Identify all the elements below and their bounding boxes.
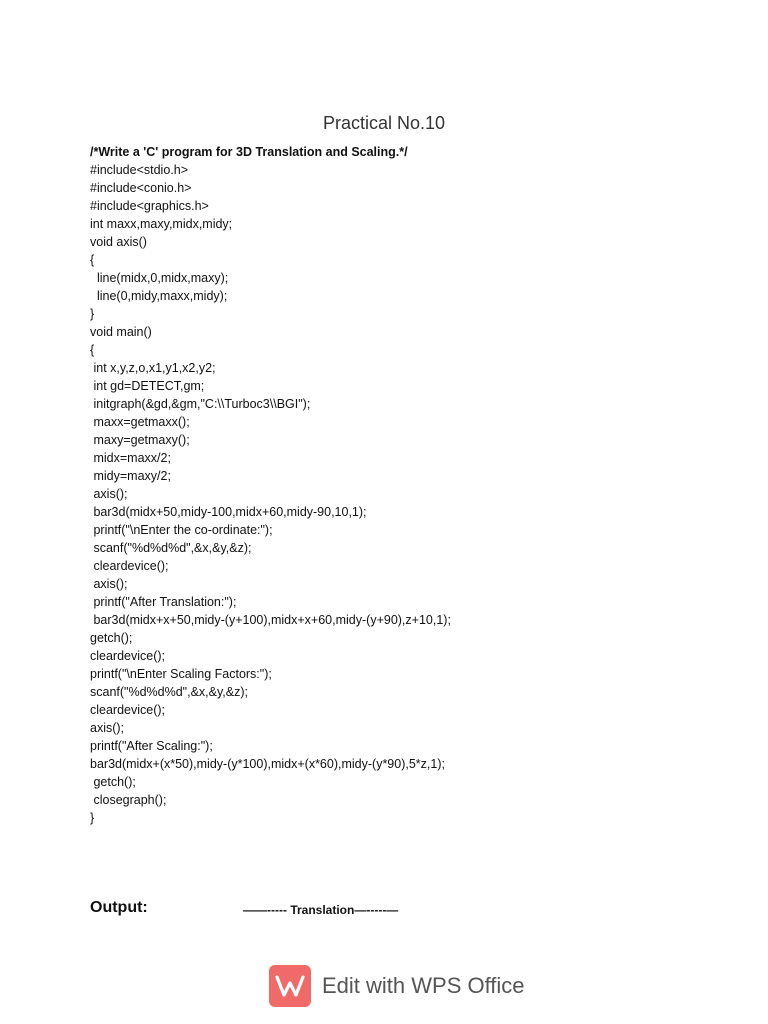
- code-line: int gd=DETECT,gm;: [90, 379, 205, 393]
- code-line: int x,y,z,o,x1,y1,x2,y2;: [90, 361, 216, 375]
- wps-label: Edit with WPS Office: [322, 973, 525, 998]
- code-line: scanf("%d%d%d",&x,&y,&z);: [90, 685, 249, 699]
- code-line: cleardevice();: [90, 649, 166, 663]
- code-line: cleardevice();: [90, 559, 169, 573]
- code-line: printf("After Scaling:");: [90, 739, 213, 753]
- code-block: [90, 143, 690, 827]
- code-line: initgraph(&gd,&gm,"C:\\Turboc3\\BGI");: [90, 397, 311, 411]
- page-title: Practical No.10: [322, 113, 446, 133]
- code-line: int maxx,maxy,midx,midy;: [90, 217, 233, 231]
- code-line: midy=maxy/2;: [90, 469, 171, 483]
- output-row: [90, 899, 690, 921]
- code-line: #include<stdio.h>: [90, 163, 188, 177]
- edit-with-wps-button[interactable]: [269, 965, 525, 1007]
- code-line: #include<graphics.h>: [90, 199, 209, 213]
- code-comment-line: /*Write a 'C' program for 3D Translation and Scaling.*/: [90, 145, 408, 159]
- code-line: bar3d(midx+50,midy-100,midx+60,midy-90,10,1);: [90, 505, 367, 519]
- code-line: line(0,midy,maxx,midy);: [90, 289, 228, 303]
- code-line: getch();: [90, 775, 136, 789]
- code-line: }: [90, 811, 95, 825]
- code-line: printf("\nEnter the co-ordinate:");: [90, 523, 273, 537]
- code-line: maxx=getmaxx();: [90, 415, 190, 429]
- output-section-title: ——----- Translation—-----—: [243, 903, 399, 917]
- code-line: printf("\nEnter Scaling Factors:");: [90, 667, 272, 681]
- code-line: axis();: [90, 721, 125, 735]
- code-line: midx=maxx/2;: [90, 451, 171, 465]
- code-line: cleardevice();: [90, 703, 166, 717]
- code-line: bar3d(midx+(x*50),midy-(y*100),midx+(x*60),midy-(y*90),5*z,1);: [90, 757, 445, 771]
- code-line: void main(): [90, 325, 152, 339]
- code-line: printf("After Translation:");: [90, 595, 237, 609]
- code-line: bar3d(midx+x+50,midy-(y+100),midx+x+60,midy-(y+90),z+10,1);: [90, 613, 451, 627]
- code-line: scanf("%d%d%d",&x,&y,&z);: [90, 541, 252, 555]
- code-line: line(midx,0,midx,maxy);: [90, 271, 229, 285]
- code-line: axis();: [90, 487, 128, 501]
- code-line: {: [90, 343, 95, 357]
- wps-logo-icon: [269, 965, 311, 1007]
- code-line: #include<conio.h>: [90, 181, 192, 195]
- code-line: }: [90, 307, 95, 321]
- code-line: axis();: [90, 577, 128, 591]
- code-line: {: [90, 253, 95, 267]
- code-line: void axis(): [90, 235, 147, 249]
- code-line: getch();: [90, 631, 133, 645]
- output-label: Output:: [90, 899, 148, 916]
- code-line: maxy=getmaxy();: [90, 433, 190, 447]
- code-line: closegraph();: [90, 793, 167, 807]
